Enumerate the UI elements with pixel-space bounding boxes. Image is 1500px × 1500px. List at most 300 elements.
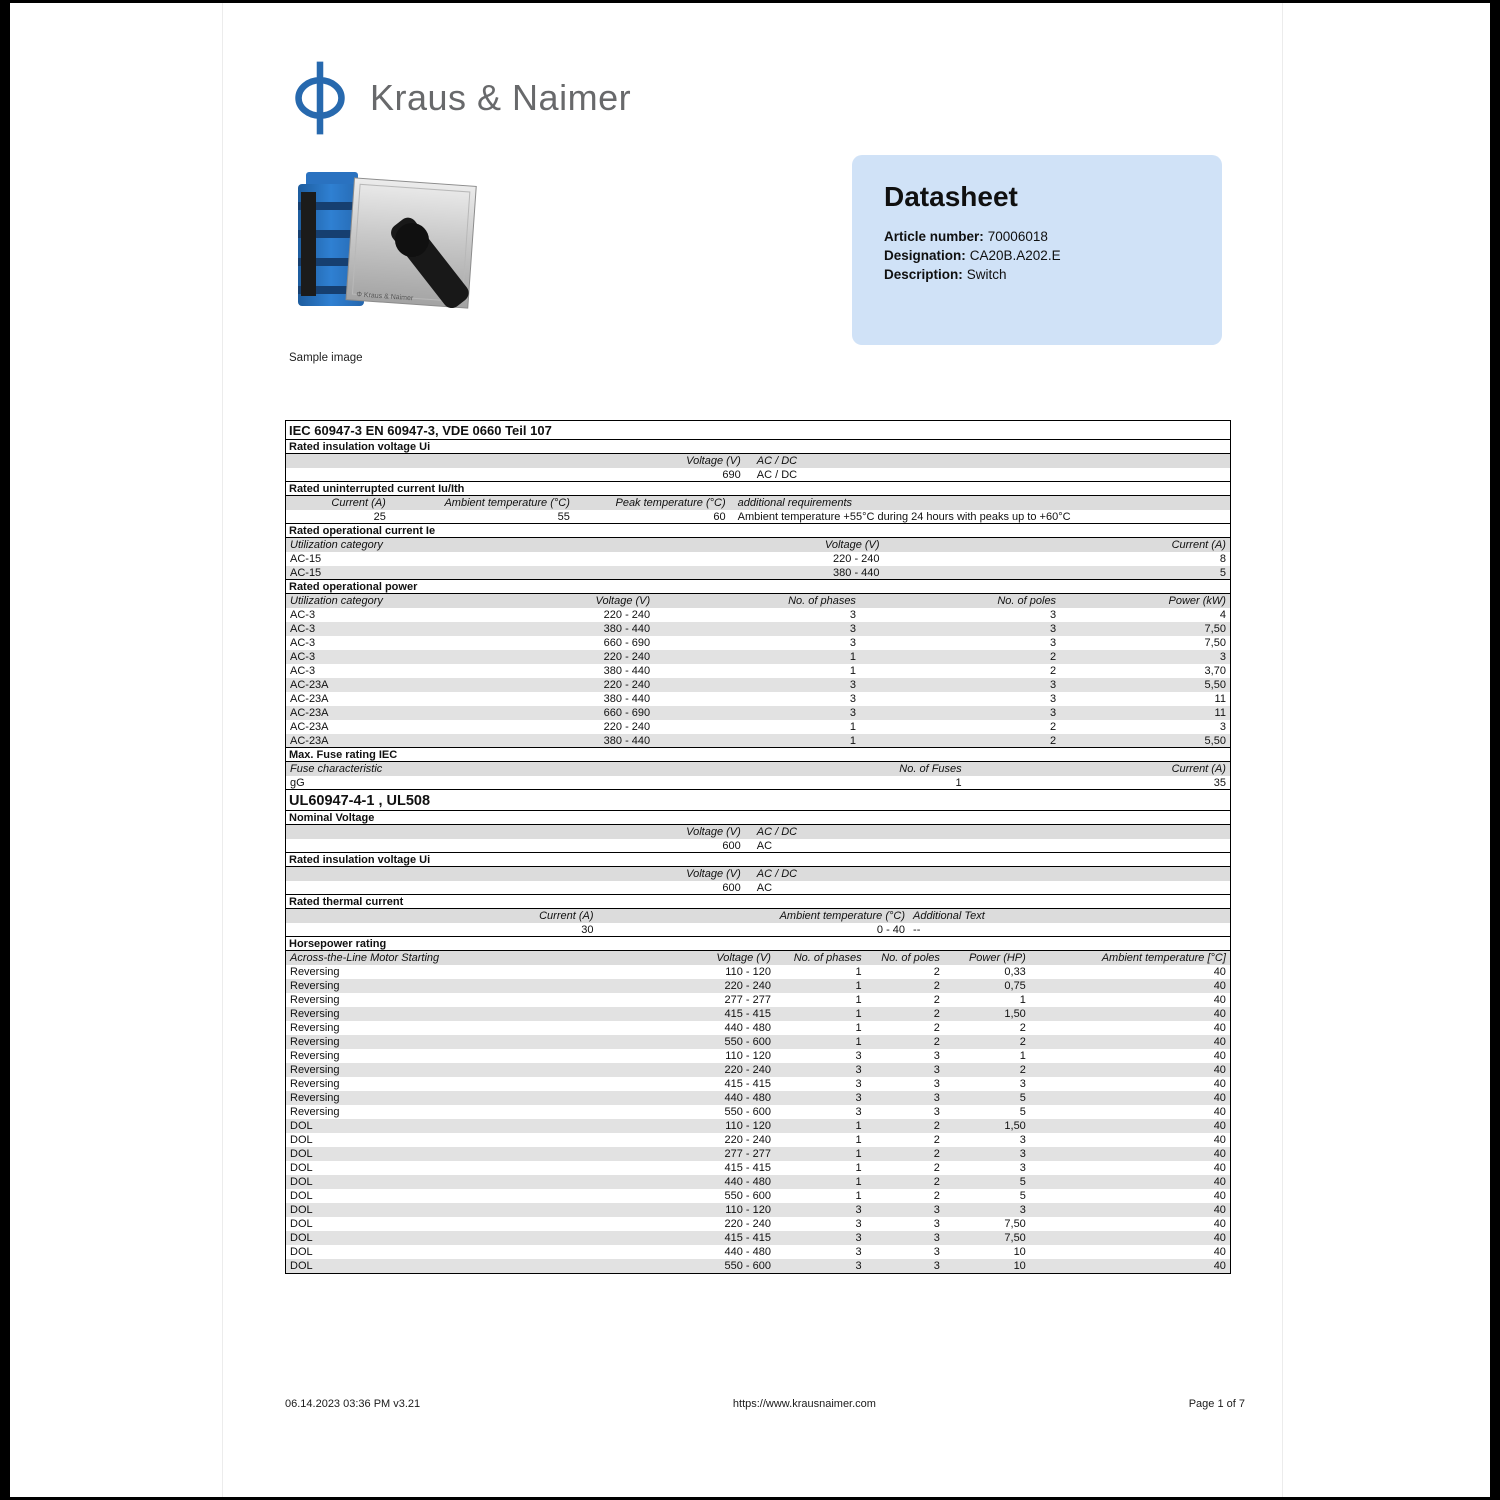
designation-label: Designation: <box>884 248 966 263</box>
table-cell: DOL <box>290 1162 313 1174</box>
table-cell: 3 <box>1219 721 1226 733</box>
phi-logo-icon <box>292 58 348 138</box>
table-cell: DOL <box>290 1218 313 1230</box>
table-row <box>286 650 1230 664</box>
table-section-subtitle: Rated operational current Ie <box>286 523 1230 538</box>
table-cell: 277 - 277 <box>724 994 771 1006</box>
table-cell: 220 - 240 <box>603 651 651 663</box>
column-header-cell: No. of Fuses <box>899 763 962 775</box>
table-cell: 3 <box>933 1092 940 1104</box>
table-cell: 5 <box>1019 1190 1026 1202</box>
table-cell: AC-15 <box>290 567 322 579</box>
table-cell: 110 - 120 <box>725 1050 771 1062</box>
table-section-subtitle: Rated operational power <box>286 579 1230 594</box>
column-header-cell: additional requirements <box>737 497 853 509</box>
column-header-row <box>286 909 1230 923</box>
footer-url: https://www.krausnaimer.com <box>732 1398 876 1410</box>
table-cell: 40 <box>1213 1064 1226 1076</box>
table-cell: 440 - 480 <box>724 1092 771 1104</box>
table-cell: 2 <box>1049 721 1057 733</box>
table-row <box>286 839 1230 853</box>
designation-value: CA20B.A202.E <box>969 248 1061 263</box>
table-cell: Reversing <box>290 1092 340 1104</box>
table-cell: 110 - 120 <box>725 1204 771 1216</box>
table-cell: Ambient temperature +55°C during 24 hours with peaks up to +60°C <box>737 511 1071 523</box>
table-cell: Reversing <box>290 966 340 978</box>
column-header-cell: AC / DC <box>756 868 798 880</box>
article-number-value: 70006018 <box>987 229 1048 244</box>
svg-text:Φ Kraus & Naimer: Φ Kraus & Naimer <box>356 291 414 303</box>
table-cell: DOL <box>290 1134 313 1146</box>
table-cell: 5 <box>1019 1106 1026 1118</box>
table-cell: DOL <box>290 1120 313 1132</box>
table-cell: 3 <box>933 1064 940 1076</box>
table-cell: 220 - 240 <box>833 553 880 565</box>
table-section-title: IEC 60947-3 EN 60947-3, VDE 0660 Teil 107 <box>286 420 1230 440</box>
table-row <box>286 510 1230 524</box>
column-header-cell: Current (A) <box>1171 539 1226 551</box>
table-cell: AC-23A <box>290 735 329 747</box>
table-row <box>286 636 1230 650</box>
table-cell: 380 - 440 <box>603 693 651 705</box>
article-number-label: Article number: <box>884 229 984 244</box>
table-cell: 60 <box>713 511 726 523</box>
table-cell: 220 - 240 <box>724 1218 771 1230</box>
table-cell: 3 <box>1019 1162 1026 1174</box>
column-header-cell: Ambient temperature (°C) <box>444 497 570 509</box>
table-cell: 40 <box>1213 1134 1226 1146</box>
table-cell: Reversing <box>290 1106 340 1118</box>
table-row <box>286 622 1230 636</box>
table-cell: 1 <box>855 1162 862 1174</box>
table-row <box>286 993 1230 1007</box>
table-cell: 40 <box>1213 1232 1226 1244</box>
table-cell: Reversing <box>290 980 340 992</box>
table-cell: 2 <box>1049 665 1057 677</box>
table-cell: 2 <box>933 1022 940 1034</box>
product-image-caption: Sample image <box>289 352 363 364</box>
table-cell: 2 <box>933 980 940 992</box>
column-header-cell: Additional Text <box>913 910 985 922</box>
brand-name: Kraus & Naimer <box>370 77 632 118</box>
table-cell: 3 <box>933 1078 940 1090</box>
table-cell: 40 <box>1213 1190 1226 1202</box>
table-cell: 220 - 240 <box>603 721 651 733</box>
table-cell: 3 <box>849 679 856 691</box>
column-header-cell: Voltage (V) <box>686 455 741 467</box>
table-row <box>286 1189 1230 1203</box>
column-header-row <box>286 825 1230 839</box>
table-cell: 55 <box>557 511 570 523</box>
table-cell: 660 - 690 <box>603 707 651 719</box>
table-cell: 0,33 <box>1004 966 1026 978</box>
table-row <box>286 566 1230 580</box>
table-cell: 1 <box>855 1190 862 1202</box>
column-header-cell: AC / DC <box>756 455 798 467</box>
table-cell: 690 <box>722 469 741 481</box>
table-row <box>286 1175 1230 1189</box>
table-cell: 0 - 40 <box>876 924 906 936</box>
table-cell: 220 - 240 <box>603 609 651 621</box>
table-row <box>286 1119 1230 1133</box>
table-row <box>286 1035 1230 1049</box>
table-cell: 2 <box>933 1036 940 1048</box>
table-cell: 415 - 415 <box>724 1162 771 1174</box>
table-section-subtitle: Horsepower rating <box>286 936 1230 951</box>
table-cell: 3 <box>849 637 856 649</box>
table-cell: Reversing <box>290 994 340 1006</box>
column-header-cell: Current (A) <box>539 910 594 922</box>
table-cell: 2 <box>933 1176 940 1188</box>
datasheet-title: Datasheet <box>884 181 1018 212</box>
table-cell: 7,50 <box>1004 1218 1026 1230</box>
table-cell: 8 <box>1219 553 1226 565</box>
table-cell: 220 - 240 <box>724 1064 771 1076</box>
table-cell: 0,75 <box>1004 980 1026 992</box>
column-header-row <box>286 867 1230 881</box>
table-cell: Reversing <box>290 1064 340 1076</box>
table-cell: 220 - 240 <box>724 1134 771 1146</box>
table-row <box>286 468 1230 482</box>
table-cell: 3 <box>1049 693 1057 705</box>
table-cell: 3 <box>855 1092 862 1104</box>
table-section-subtitle: Max. Fuse rating IEC <box>286 747 1230 762</box>
table-cell: AC-23A <box>290 693 329 705</box>
column-header-cell: Voltage (V) <box>686 868 741 880</box>
table-cell: 7,50 <box>1204 637 1226 649</box>
table-cell: 3 <box>855 1246 862 1258</box>
table-cell: 40 <box>1213 1148 1226 1160</box>
table-cell: 380 - 440 <box>603 735 651 747</box>
table-cell: AC <box>756 882 773 894</box>
table-row <box>286 1077 1230 1091</box>
table-cell: 2 <box>1019 1064 1026 1076</box>
table-cell: 11 <box>1214 693 1226 705</box>
table-cell: DOL <box>290 1246 313 1258</box>
table-cell: gG <box>290 777 305 789</box>
table-cell: 2 <box>1049 735 1057 747</box>
table-cell: 1 <box>855 1148 862 1160</box>
table-row <box>286 608 1230 622</box>
table-cell: 415 - 415 <box>724 1232 771 1244</box>
table-cell: 3 <box>855 1260 862 1272</box>
column-header-cell: Power (HP) <box>968 952 1026 964</box>
table-cell: DOL <box>290 1176 313 1188</box>
brand-logo <box>292 56 631 140</box>
table-cell: 110 - 120 <box>725 1120 771 1132</box>
table-row <box>286 706 1230 720</box>
column-header-cell: Ambient temperature (°C) <box>779 910 906 922</box>
table-cell: 600 <box>722 882 741 894</box>
table-cell: 440 - 480 <box>724 1176 771 1188</box>
table-cell: 220 - 240 <box>724 980 771 992</box>
table-cell: 2 <box>1049 651 1057 663</box>
table-cell: 3 <box>855 1204 862 1216</box>
table-cell: 5 <box>1219 567 1226 579</box>
column-header-cell: AC / DC <box>756 826 798 838</box>
table-cell: 550 - 600 <box>724 1260 771 1272</box>
column-header-cell: Current (A) <box>331 497 386 509</box>
table-cell: 30 <box>581 924 594 936</box>
column-header-row <box>286 496 1230 510</box>
table-cell: 415 - 415 <box>724 1078 771 1090</box>
column-header-row <box>286 951 1230 965</box>
page-edge-left <box>222 0 223 1500</box>
table-cell: 3 <box>855 1078 862 1090</box>
table-cell: 3 <box>1019 1134 1026 1146</box>
table-row <box>286 776 1230 790</box>
page-footer <box>285 1398 1245 1410</box>
table-cell: 3 <box>855 1232 862 1244</box>
table-cell: 40 <box>1213 1022 1226 1034</box>
table-row <box>286 1259 1230 1273</box>
table-cell: 3 <box>855 1106 862 1118</box>
column-header-cell: Current (A) <box>1171 763 1226 775</box>
table-cell: 2 <box>933 1162 940 1174</box>
table-cell: 2 <box>1019 1022 1026 1034</box>
column-header-cell: Power (kW) <box>1168 595 1226 607</box>
table-cell: Reversing <box>290 1022 340 1034</box>
table-row <box>286 923 1230 937</box>
column-header-cell: Voltage (V) <box>824 539 880 551</box>
table-cell: Reversing <box>290 1008 340 1020</box>
table-cell: AC-3 <box>290 665 316 677</box>
table-cell: 415 - 415 <box>724 1008 771 1020</box>
table-cell: 7,50 <box>1004 1232 1026 1244</box>
table-cell: 40 <box>1213 1036 1226 1048</box>
table-cell: 40 <box>1213 1050 1226 1062</box>
table-row <box>286 979 1230 993</box>
table-cell: 3 <box>849 707 856 719</box>
column-header-cell: Utilization category <box>290 539 383 551</box>
table-cell: 40 <box>1213 1204 1226 1216</box>
table-cell: 40 <box>1213 1120 1226 1132</box>
table-cell: 3 <box>1219 651 1226 663</box>
table-cell: DOL <box>290 1190 313 1202</box>
table-row <box>286 1105 1230 1119</box>
table-cell: 40 <box>1213 1176 1226 1188</box>
table-cell: 2 <box>933 966 940 978</box>
table-cell: 1 <box>849 651 856 663</box>
column-header-cell: Utilization category <box>290 595 383 607</box>
table-section-subtitle: Rated insulation voltage Ui <box>286 439 1230 454</box>
table-cell: 1 <box>849 735 856 747</box>
description-value: Switch <box>966 267 1007 282</box>
table-cell: 1 <box>855 1134 862 1146</box>
table-cell: 11 <box>1214 707 1226 719</box>
column-header-cell: No. of poles <box>881 952 940 964</box>
datasheet-info-box <box>852 155 1222 345</box>
table-cell: 110 - 120 <box>725 966 771 978</box>
table-cell: 2 <box>933 994 940 1006</box>
table-row <box>286 1161 1230 1175</box>
table-section-title: UL60947-4-1 , UL508 <box>286 789 1230 811</box>
table-cell: 3 <box>1019 1148 1026 1160</box>
column-header-cell: No. of poles <box>997 595 1057 607</box>
table-cell: DOL <box>290 1232 313 1244</box>
table-cell: AC / DC <box>756 469 798 481</box>
table-row <box>286 1007 1230 1021</box>
table-cell: 3 <box>933 1260 940 1272</box>
table-cell: 5 <box>1019 1092 1026 1104</box>
table-cell: 3 <box>933 1246 940 1258</box>
table-cell: 40 <box>1213 1092 1226 1104</box>
table-section-subtitle: Rated uninterrupted current Iu/Ith <box>286 481 1230 496</box>
table-cell: 2 <box>933 1120 940 1132</box>
viewer-frame-left <box>0 0 10 1500</box>
table-row <box>286 1217 1230 1231</box>
table-cell: 40 <box>1213 1246 1226 1258</box>
table-cell: 440 - 480 <box>724 1246 771 1258</box>
table-row <box>286 881 1230 895</box>
table-row <box>286 1203 1230 1217</box>
table-row <box>286 1049 1230 1063</box>
footer-page-number: Page 1 of 7 <box>1188 1398 1245 1410</box>
table-row <box>286 1091 1230 1105</box>
article-number-field <box>884 227 1190 246</box>
table-cell: 2 <box>933 1008 940 1020</box>
table-cell: 3 <box>1049 609 1057 621</box>
column-header-cell: Voltage (V) <box>686 826 741 838</box>
table-cell: 40 <box>1213 1078 1226 1090</box>
table-cell: 7,50 <box>1204 623 1226 635</box>
table-cell: 440 - 480 <box>724 1022 771 1034</box>
table-row <box>286 1147 1230 1161</box>
table-cell: AC-3 <box>290 609 316 621</box>
table-cell: 5,50 <box>1204 679 1226 691</box>
table-cell: 2 <box>1019 1036 1026 1048</box>
table-cell: 1 <box>849 721 856 733</box>
viewer-frame-right <box>1490 0 1500 1500</box>
table-cell: 3 <box>933 1050 940 1062</box>
table-row <box>286 1021 1230 1035</box>
table-cell: 1 <box>855 1176 862 1188</box>
table-cell: 5,50 <box>1204 735 1226 747</box>
table-cell: 550 - 600 <box>724 1190 771 1202</box>
table-cell: 4 <box>1219 609 1226 621</box>
table-cell: AC-23A <box>290 707 329 719</box>
table-cell: 3 <box>849 623 856 635</box>
table-cell: 40 <box>1213 1218 1226 1230</box>
table-cell: AC-23A <box>290 679 329 691</box>
table-cell: AC-23A <box>290 721 329 733</box>
table-cell: AC-3 <box>290 651 316 663</box>
table-cell: 2 <box>933 1190 940 1202</box>
table-cell: 1 <box>1019 994 1026 1006</box>
table-row <box>286 1063 1230 1077</box>
table-cell: 550 - 600 <box>724 1036 771 1048</box>
table-cell: 600 <box>722 840 741 852</box>
table-cell: 3 <box>933 1218 940 1230</box>
table-cell: 3 <box>1049 623 1057 635</box>
table-cell: 3 <box>855 1218 862 1230</box>
table-section-subtitle: Nominal Voltage <box>286 810 1230 825</box>
table-cell: 1 <box>855 994 862 1006</box>
table-cell: 5 <box>1019 1176 1026 1188</box>
table-cell: 3 <box>1049 707 1057 719</box>
table-cell: DOL <box>290 1148 313 1160</box>
table-section-subtitle: Rated thermal current <box>286 894 1230 909</box>
table-cell: 3 <box>933 1204 940 1216</box>
table-cell: 40 <box>1213 994 1226 1006</box>
table-cell: 277 - 277 <box>724 1148 771 1160</box>
page-edge-right <box>1282 0 1283 1500</box>
table-cell: 10 <box>1013 1260 1026 1272</box>
table-cell: 1 <box>855 966 862 978</box>
table-row <box>286 692 1230 706</box>
table-cell: 550 - 600 <box>724 1106 771 1118</box>
table-row <box>286 965 1230 979</box>
table-cell: -- <box>913 924 921 936</box>
column-header-cell: Fuse characteristic <box>290 763 383 775</box>
table-cell: 660 - 690 <box>603 637 651 649</box>
table-cell: 3 <box>1019 1204 1026 1216</box>
table-cell: 380 - 440 <box>603 623 651 635</box>
table-cell: 1 <box>955 777 962 789</box>
column-header-cell: Ambient temperature [°C] <box>1101 952 1226 964</box>
table-row <box>286 734 1230 748</box>
table-cell: Reversing <box>290 1050 340 1062</box>
table-cell: 3 <box>1019 1078 1026 1090</box>
table-cell: 40 <box>1213 1106 1226 1118</box>
table-cell: 1 <box>855 1120 862 1132</box>
table-cell: 3 <box>849 609 856 621</box>
table-cell: 220 - 240 <box>603 679 651 691</box>
footer-timestamp: 06.14.2023 03:36 PM v3.21 <box>285 1398 421 1410</box>
table-cell: 1,50 <box>1004 1008 1026 1020</box>
table-cell: 1,50 <box>1004 1120 1026 1132</box>
table-cell: 40 <box>1213 966 1226 978</box>
designation-field <box>884 246 1190 265</box>
description-label: Description: <box>884 267 963 282</box>
table-cell: 1 <box>855 980 862 992</box>
table-cell: AC <box>756 840 773 852</box>
table-row <box>286 720 1230 734</box>
column-header-row <box>286 594 1230 608</box>
column-header-cell: Across-the-Line Motor Starting <box>290 952 440 964</box>
table-cell: Reversing <box>290 1078 340 1090</box>
column-header-row <box>286 762 1230 776</box>
table-cell: 40 <box>1213 1260 1226 1272</box>
table-row <box>286 1231 1230 1245</box>
table-cell: AC-15 <box>290 553 322 565</box>
table-cell: 3 <box>933 1106 940 1118</box>
table-cell: 3 <box>1049 637 1057 649</box>
table-cell: 3 <box>849 693 856 705</box>
table-cell: 35 <box>1213 777 1226 789</box>
table-row <box>286 678 1230 692</box>
table-cell: 1 <box>855 1022 862 1034</box>
viewer-frame-top <box>0 0 1500 3</box>
description-field <box>884 265 1190 284</box>
column-header-cell: No. of phases <box>788 595 856 607</box>
table-cell: 3 <box>933 1232 940 1244</box>
table-cell: AC-3 <box>290 637 316 649</box>
table-cell: 1 <box>849 665 856 677</box>
table-cell: 2 <box>933 1134 940 1146</box>
table-section-subtitle: Rated insulation voltage Ui <box>286 852 1230 867</box>
table-cell: 3 <box>855 1064 862 1076</box>
column-header-cell: No. of phases <box>793 952 862 964</box>
table-row <box>286 1245 1230 1259</box>
product-image <box>286 160 486 350</box>
table-cell: DOL <box>290 1204 313 1216</box>
column-header-row <box>286 454 1230 468</box>
column-header-cell: Voltage (V) <box>595 595 651 607</box>
table-row <box>286 552 1230 566</box>
rotary-switch-illustration <box>286 160 486 350</box>
column-header-row <box>286 538 1230 552</box>
